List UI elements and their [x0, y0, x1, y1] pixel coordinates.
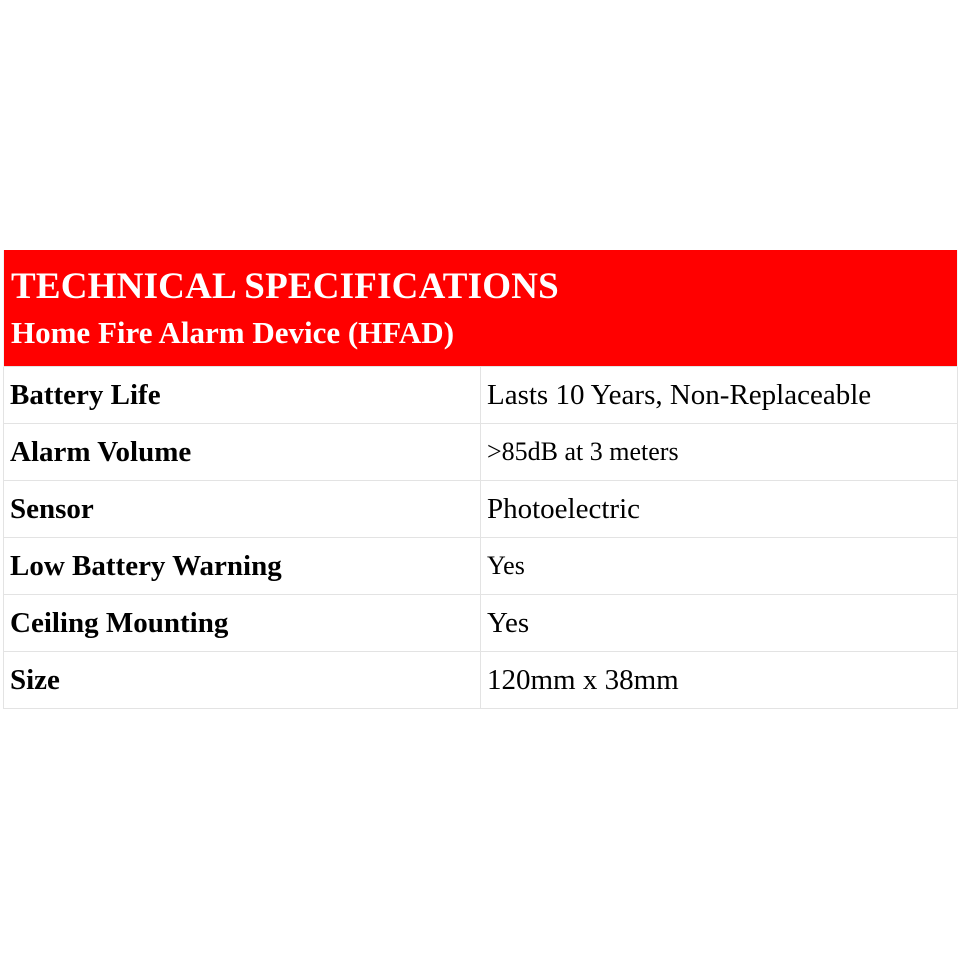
spec-row-low-battery-warning	[4, 538, 958, 595]
spec-value: Lasts 10 Years, Non-Replaceable	[481, 367, 958, 424]
spec-table-header-row	[4, 250, 958, 367]
spec-label: Sensor	[4, 481, 481, 538]
spec-label: Ceiling Mounting	[4, 595, 481, 652]
spec-value: Yes	[481, 595, 958, 652]
spec-label: Low Battery Warning	[4, 538, 481, 595]
spec-table	[3, 250, 958, 709]
spec-table-header	[4, 250, 958, 367]
spec-value: Yes	[481, 538, 958, 595]
spec-subtitle: Home Fire Alarm Device (HFAD)	[11, 315, 455, 350]
spec-row-size	[4, 652, 958, 709]
spec-label: Battery Life	[4, 367, 481, 424]
spec-row-battery-life	[4, 367, 958, 424]
spec-row-sensor	[4, 481, 958, 538]
spec-label: Size	[4, 652, 481, 709]
spec-title: TECHNICAL SPECIFICATIONS	[11, 266, 559, 307]
spec-value: Photoelectric	[481, 481, 958, 538]
spec-row-ceiling-mounting	[4, 595, 958, 652]
spec-label: Alarm Volume	[4, 424, 481, 481]
spec-value: >85dB at 3 meters	[481, 424, 958, 481]
spec-value: 120mm x 38mm	[481, 652, 958, 709]
spec-row-alarm-volume	[4, 424, 958, 481]
